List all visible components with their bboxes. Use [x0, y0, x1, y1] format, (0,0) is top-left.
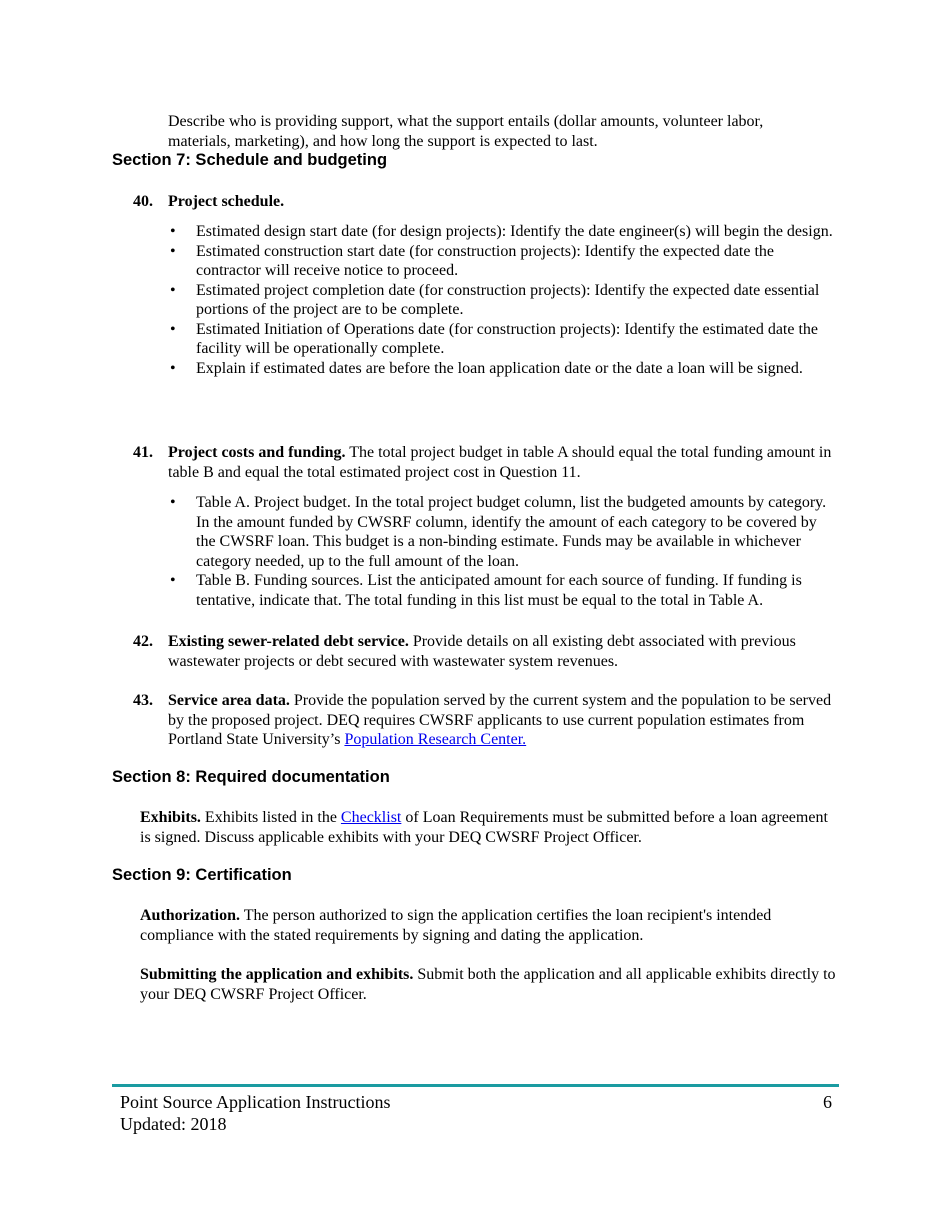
bullet-text: Estimated construction start date (for construction projects): Identify the expected date the contractor will receive notice to proceed.	[196, 242, 775, 279]
list-item: • Estimated construction start date (for construction projects): Identify the expected date the contractor will receive notice to proceed.	[170, 242, 775, 279]
submitting-text: Submit both the application and all applicable exhibits directly to your DEQ CWSRF Project Officer.	[140, 966, 836, 1003]
authorization-text: The person authorized to sign the application certifies the loan recipient's intended compliance with the stated requirements by signing and dating the application.	[140, 907, 772, 944]
population-research-center-link[interactable]: Population Research Center.	[344, 731, 527, 748]
authorization-title: Authorization.	[140, 907, 240, 924]
list-item: • Explain if estimated dates are before the loan application date or the date a loan will be signed.	[170, 359, 803, 377]
question-40-title-text: Project schedule.	[168, 193, 285, 210]
question-42-text: Provide details on all existing debt associated with previous wastewater projects or debt secured with wastewater system revenues.	[168, 633, 796, 670]
question-41-text: The total project budget in table A should equal the total funding amount in table B and equal the total estimated project cost in Question 11.	[168, 444, 832, 481]
intro-paragraph: Describe who is providing support, what the support entails (dollar amounts, volunteer labor, materials, marketing), and how long the support is expected to last.	[168, 113, 764, 150]
list-item: • Table A. Project budget. In the total project budget column, list the budgeted amounts by category. In the amount funded by CWSRF column, identify the amount of each category to be covered by the CWSRF loan. This budget is a non-binding estimate. Funds may be available in whichever category needed, up to the full amount of the loan.	[170, 494, 827, 570]
submitting-paragraph	[140, 965, 840, 1004]
question-41-number: 41.	[133, 444, 153, 461]
exhibits-paragraph	[140, 808, 840, 847]
question-40-number: 40.	[133, 193, 153, 210]
footer-title: Point Source Application Instructions	[120, 1092, 391, 1112]
bullet-text: Table A. Project budget. In the total project budget column, list the budgeted amounts by category. In the amount funded by CWSRF column, identify the amount of each category to be covered by the CWSRF loan. This budget is a non-binding estimate. Funds may be available in whichever category needed, up to the full amount of the loan.	[196, 494, 827, 570]
list-item: • Estimated design start date (for design projects): Identify the date engineer(s) will begin the design.	[170, 223, 833, 240]
section-9-heading: Section 9: Certification	[112, 866, 292, 884]
question-42-number: 42.	[133, 633, 153, 650]
question-41-bullets	[168, 493, 838, 610]
exhibits-text-before: Exhibits listed in the	[200, 809, 341, 826]
exhibits-text-after: of Loan Requirements must be submitted before a loan agreement is signed. Discuss applicable exhibits with your DEQ CWSRF Project Officer.	[140, 809, 828, 846]
bullet-text: Estimated project completion date (for construction projects): Identify the expected date essential portions of the project are to be complete.	[196, 281, 820, 318]
question-41-title: Project costs and funding.	[168, 444, 346, 461]
section-8-heading: Section 8: Required documentation	[112, 768, 390, 786]
footer-rule	[112, 1084, 839, 1087]
authorization-paragraph	[140, 906, 840, 945]
section-7-heading: Section 7: Schedule and budgeting	[112, 151, 388, 169]
list-item: • Estimated Initiation of Operations date (for construction projects): Identify the estimated date the facility will be operationally complete.	[170, 320, 819, 357]
question-41-body	[168, 443, 838, 482]
exhibits-title: Exhibits.	[140, 809, 201, 826]
question-43-text: Provide the population served by the current system and the population to be served by the proposed project. DEQ requires CWSRF applicants to use current population estimates from Portland State University’s	[168, 692, 832, 748]
list-item: • Table B. Funding sources. List the anticipated amount for each source of funding. If funding is tentative, indicate that. The total funding in this list must be equal to the total in Table A.	[170, 572, 802, 609]
question-43-body	[168, 691, 838, 750]
bullet-text: Table B. Funding sources. List the anticipated amount for each source of funding. If funding is tentative, indicate that. The total funding in this list must be equal to the total in Table A.	[196, 572, 802, 609]
footer-updated: Updated: 2018	[120, 1114, 227, 1134]
bullet-text: Estimated design start date (for design projects): Identify the date engineer(s) will begin the design.	[196, 223, 833, 240]
checklist-link[interactable]: Checklist	[340, 809, 402, 826]
list-item: • Estimated project completion date (for construction projects): Identify the expected date essential portions of the project are to be complete.	[170, 281, 820, 318]
question-40-bullets	[168, 222, 838, 378]
bullet-text: Explain if estimated dates are before the loan application date or the date a loan will be signed.	[196, 359, 803, 377]
question-42-title: Existing sewer-related debt service.	[168, 633, 409, 650]
question-43-number: 43.	[133, 692, 153, 709]
bullet-text: Estimated Initiation of Operations date (for construction projects): Identify the estimated date the facility will be operationally complete.	[196, 320, 819, 357]
question-43-title: Service area data.	[168, 692, 290, 709]
page-number: 6	[823, 1092, 832, 1112]
question-40-title	[168, 192, 838, 212]
submitting-title: Submitting the application and exhibits.	[140, 966, 414, 983]
question-42-body	[168, 632, 838, 671]
